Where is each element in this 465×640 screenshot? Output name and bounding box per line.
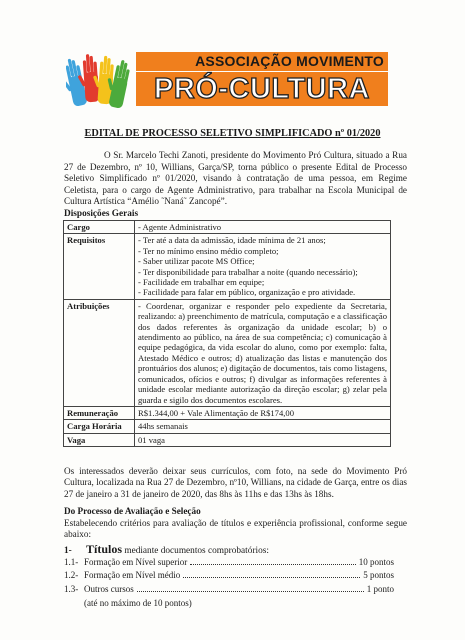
cargo-label: Cargo [64,221,135,234]
table-row [64,234,391,299]
item-points: 1 ponto [366,584,394,594]
table-row [64,433,391,446]
dot-leader [137,584,364,592]
general-dispositions-table [63,220,391,447]
titles-heading-line [64,542,269,557]
item-points: 5 pontos [363,570,394,580]
atribuicoes-label: Atribuições [64,299,135,406]
remuneracao-label: Remuneração [64,406,135,419]
logo-association-text: ASSOCIAÇÃO MOVIMENTO [136,52,388,71]
requisito-item: - Ter disponibilidade para trabalhar a noite (quando necessário); [138,266,358,277]
list-item [64,557,394,568]
requisito-item: - Ter até a data da admissão, idade mínima de 21 anos; [138,235,326,246]
atribuicoes-value: - Coordenar, organizar e responder pelo expediente da Secretaria, realizando: a) preenchimento de matrícula, computação e a classificação dos dados referentes às organização da unidade escolar; b) o atendimento ao público, na área de sua competência; c) comunicação à equipe pedagógica, da vida escolar do aluno, como por exemplo: falta, Atestado Médico e outros; d) atualização das listas e manutenção dos prontuários dos alunos; e) digitação de documentos, tais como listagens, comunicados, ofícios e outros; f) divulgar as informações referentes à unidade escolar mediante autorização da direção escolar; g) zelar pela guarda e sigilo dos documentos escolares. [135,299,391,406]
vaga-label: Vaga [64,433,135,446]
edital-title: EDITAL DE PROCESSO SELETIVO SIMPLIFICADO nº 01/2020 [84,128,381,139]
table-row [64,406,391,419]
item-points: 10 pontos [358,557,394,567]
titles-text: mediante documentos comprobatórios: [124,546,269,556]
table-row [64,221,391,234]
requisitos-list [135,234,391,299]
item-label: Outros cursos [84,584,134,594]
section-label-general: Disposições Gerais [64,209,139,219]
item-number: 1.1- [64,557,79,567]
titles-number: 1- [64,546,72,556]
logo-pro-cultura-text: PRÓ-CULTURA [136,72,388,106]
carga-horaria-value: 44hs semanais [135,420,391,433]
requisito-item: - Facilidade para falar em público, organização e pro atividade. [138,287,356,298]
dot-leader [183,570,360,578]
item-label: Formação em Nível superior [84,557,188,567]
requisito-item: - Saber utilizar pacote MS Office; [138,256,255,267]
requisito-item: - Facilidade em trabalhar em equipe; [138,277,265,288]
hands-logo-icon [66,48,132,110]
carga-horaria-label: Carga Horária [64,420,135,433]
vaga-value: 01 vaga [135,433,391,446]
table-row [64,420,391,433]
max-points-note: (até no máximo de 10 pontos) [84,598,192,608]
titles-heading: Títulos [86,542,123,556]
remuneracao-value: R$1.344,00 + Vale Alimentação de R$174,00 [135,406,391,419]
requisitos-label: Requisitos [64,234,135,299]
item-number: 1.2- [64,570,79,580]
dot-leader [190,557,356,565]
process-title: Do Processo de Avaliação e Seleção [64,506,201,516]
item-label: Formação em Nível médio [84,570,181,580]
application-instructions: Os interessados deverão deixar seus currículos, com foto, na sede do Movimento Pró Cultura, localizada na Rua 27 de Dezembro, nº10, Willians, na cidade de Garça, entre os dias 27 de janeiro a 31 de janeiro de 2020, das 8hs às 11hs e das 13hs às 18hs. [64,466,407,499]
intro-text: O Sr. Marcelo Techi Zanoti, presidente do Movimento Pró Cultura, situado a Rua 27 de Dezembro, nº 10, Willians, Garça/SP, torna público o presente Edital de Processo Seletivo Simplificado nº 01/2020, visando à contratação de uma pessoa, em Regime Celetista, para o cargo de Agente Administrativo, para trabalhar na Escola Municipal de Cultura Artística “Amélio ˜Naná˜ Zancopé”. [64,150,407,207]
cargo-value: - Agente Administrativo [135,221,391,234]
table-row [64,299,391,406]
item-number: 1.3- [64,584,79,594]
intro-paragraph [64,150,407,208]
requisito-item: - Ter no mínimo ensino médio completo; [138,245,279,256]
list-item [64,570,394,581]
list-item [64,584,394,595]
process-intro: Estabelecendo critérios para avaliação de títulos e experiência profissional, conforme segue abaixo: [64,518,407,540]
